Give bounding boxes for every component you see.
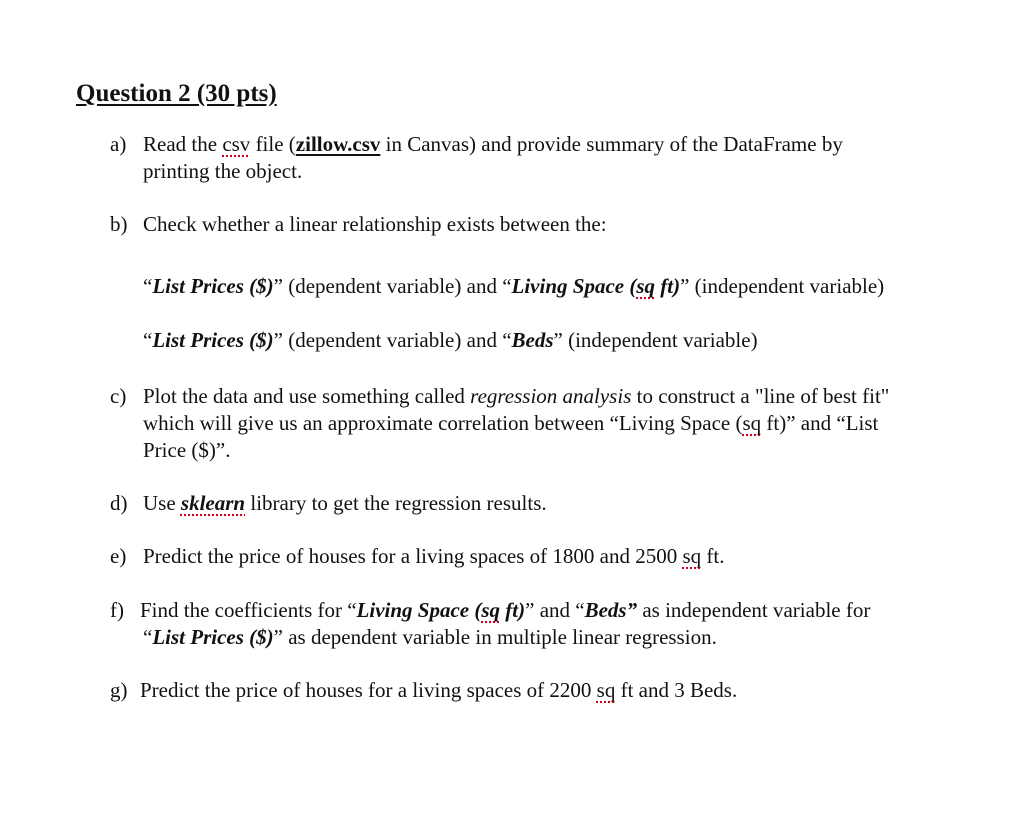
item-c-line3: Price ($)”. [143,438,231,462]
text-run: “ [143,274,153,298]
text-run: Find the coefficients for “ [140,598,357,622]
text-run-sklearn: sklearn [180,491,246,515]
item-c-label: c) [110,384,127,408]
item-e-label: e) [110,544,127,568]
text-run: as independent variable for [637,598,871,622]
item-c-line1 [143,383,889,410]
text-run: Plot the data and use something called [143,384,471,408]
item-c [110,383,990,464]
item-a-line2: printing the object. [143,159,303,183]
item-f [110,597,990,651]
text-run-ft: ft) [655,274,681,298]
item-a-label: a) [110,132,127,156]
text-run-sq: sq [636,274,656,298]
text-run-beds: Beds [511,328,554,352]
text-run: ft and 3 Beds. [615,678,738,702]
text-run: ” (dependent variable) and “ [273,328,512,352]
text-run: Predict the price of houses for a living spaces of 2200 [140,678,597,702]
text-run-sq: sq [596,678,616,702]
item-g-label: g) [110,678,128,702]
text-run: Use [143,491,181,515]
item-c-line2 [143,410,878,437]
item-a-line1 [143,131,843,158]
item-d-line1 [143,490,547,517]
text-run-living-space: Living Space ( [511,274,637,298]
text-run: ft. [701,544,725,568]
item-d-label: d) [110,491,128,515]
item-b-relationship-2 [143,327,758,354]
item-g-line1 [140,677,737,704]
text-run-list-prices: List Prices ($) [152,625,274,649]
text-run: library to get the regression results. [245,491,547,515]
text-run-csv: csv [222,132,251,156]
item-d [110,490,970,517]
question-title: Question 2 (30 pts) [76,80,277,107]
item-g [110,677,970,704]
filename-zillow: zillow.csv [295,132,381,156]
item-b-label: b) [110,212,128,236]
text-run: in Canvas) and provide summary of the DataFrame by [380,132,843,156]
text-run: which will give us an approximate correlation between “Living Space ( [143,411,743,435]
item-a [110,131,970,185]
text-run: ft)” and “List [761,411,879,435]
text-run-beds: Beds” [584,598,638,622]
text-run: file ( [250,132,296,156]
text-run: ” and “ [525,598,585,622]
text-run-list-prices: List Prices ($) [152,328,274,352]
item-b-relationship-1 [143,273,884,300]
text-run-living-space: Living Space ( [356,598,482,622]
item-e-line1 [143,543,724,570]
text-run-ft: ft) [500,598,526,622]
text-run-list-prices: List Prices ($) [152,274,274,298]
text-run-sq: sq [481,598,501,622]
item-b [110,211,970,238]
text-run-sq: sq [682,544,702,568]
text-run-regression-analysis: regression analysis [470,384,632,408]
text-run: Read the [143,132,223,156]
text-run: “ [143,625,153,649]
item-e [110,543,970,570]
text-run: ” (dependent variable) and “ [273,274,512,298]
item-f-line2 [143,624,717,651]
item-f-line1 [140,597,870,624]
text-run: ” (independent variable) [553,328,758,352]
text-run-sq: sq [742,411,762,435]
item-b-line1: Check whether a linear relationship exists between the: [143,212,607,236]
text-run: “ [143,328,153,352]
text-run: ” (independent variable) [680,274,885,298]
text-run: ” as dependent variable in multiple linear regression. [273,625,717,649]
text-run: to construct a "line of best fit" [631,384,890,408]
text-run: Predict the price of houses for a living spaces of 1800 and 2500 [143,544,683,568]
item-f-label: f) [110,598,124,622]
